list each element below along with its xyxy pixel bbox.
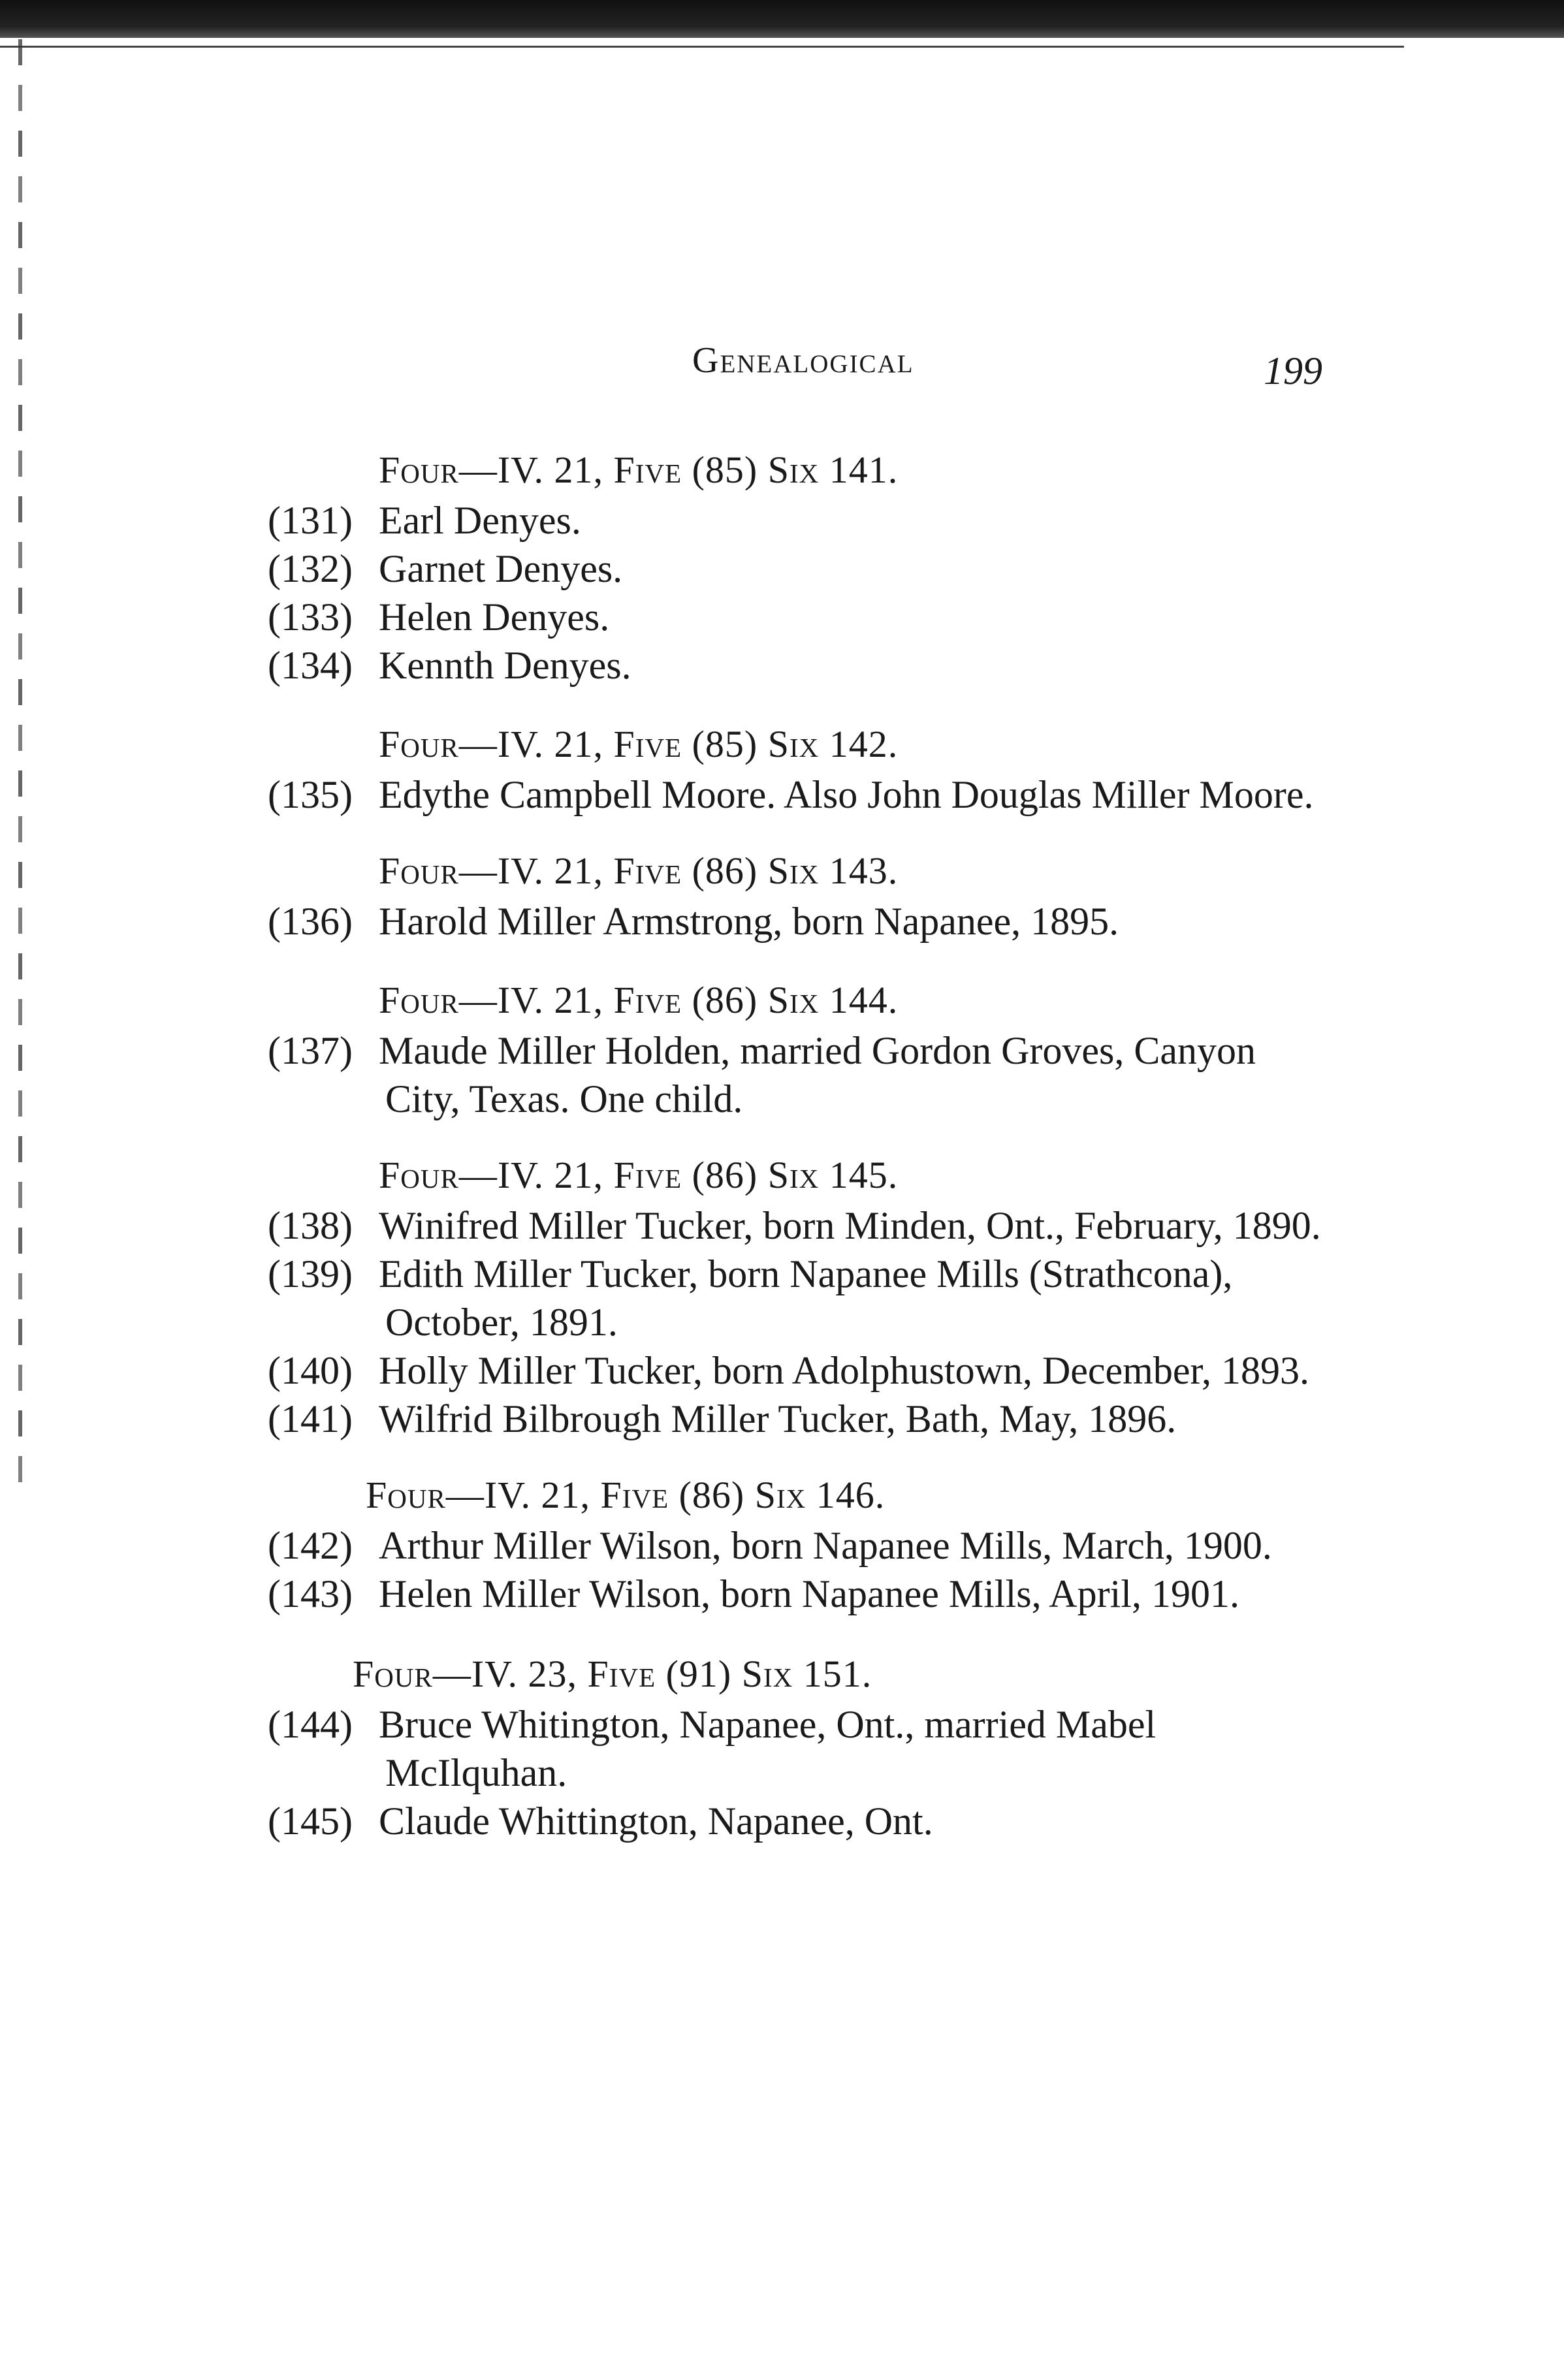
entry-text: Holly Miller Tucker, born Adolphustown, December, 1893.	[379, 1349, 1310, 1392]
entry-text: Harold Miller Armstrong, born Napanee, 1895.	[379, 900, 1119, 943]
generation-heading: Four—IV. 21, Five (86) Six 143.	[379, 849, 899, 892]
scan-border-top	[0, 0, 1564, 38]
entry-text: Edith Miller Tucker, born Napanee Mills (Strathcona), October, 1891.	[379, 1252, 1233, 1344]
entry-item	[268, 1700, 1332, 1797]
entry-text: Bruce Whitington, Napanee, Ont., married Mabel McIlquhan.	[379, 1703, 1157, 1794]
entry-number: (143)	[268, 1572, 353, 1615]
generation-section	[268, 974, 1332, 1123]
entry-number: (137)	[268, 1029, 353, 1072]
entry-item	[268, 593, 1332, 641]
genealogy-content	[268, 418, 1332, 1845]
entry-number: (141)	[268, 1397, 353, 1440]
generation-section	[268, 1469, 1332, 1618]
entry-text: Kennth Denyes.	[379, 644, 631, 687]
entry-item	[268, 897, 1332, 945]
entry-item	[268, 1570, 1332, 1618]
generation-heading: Four—IV. 21, Five (85) Six 141.	[379, 449, 899, 491]
entry-item	[268, 1346, 1332, 1395]
entry-item	[268, 1250, 1332, 1346]
entry-text: Garnet Denyes.	[379, 547, 623, 590]
entry-text: Maude Miller Holden, married Gordon Groves, Canyon City, Texas. One child.	[379, 1029, 1256, 1120]
generation-heading: Four—IV. 21, Five (86) Six 145.	[379, 1154, 899, 1196]
entry-text: Winifred Miller Tucker, born Minden, Ont., February, 1890.	[379, 1204, 1321, 1247]
entry-item	[268, 1521, 1332, 1570]
running-head: Genealogical	[692, 340, 914, 381]
generation-section	[268, 1648, 1332, 1845]
entry-text: Arthur Miller Wilson, born Napanee Mills, March, 1900.	[379, 1524, 1272, 1567]
entry-text: Edythe Campbell Moore. Also John Douglas Miller Moore.	[379, 773, 1314, 816]
entry-number: (138)	[268, 1204, 353, 1247]
entry-item	[268, 770, 1332, 819]
entry-text: Helen Miller Wilson, born Napanee Mills, April, 1901.	[379, 1572, 1239, 1615]
entry-number: (135)	[268, 773, 353, 816]
entry-number: (142)	[268, 1524, 353, 1567]
generation-heading: Four—IV. 21, Five (86) Six 144.	[379, 979, 899, 1021]
generation-section	[268, 444, 1332, 690]
entry-text: Wilfrid Bilbrough Miller Tucker, Bath, May, 1896.	[379, 1397, 1177, 1440]
entry-item	[268, 545, 1332, 593]
entry-text: Helen Denyes.	[379, 595, 610, 639]
entry-item	[268, 1201, 1332, 1250]
entry-item	[268, 1797, 1332, 1845]
entry-text: Earl Denyes.	[379, 499, 581, 542]
entry-item	[268, 641, 1332, 690]
entry-item	[268, 1026, 1332, 1123]
page-header	[0, 340, 1564, 398]
scan-rule	[0, 46, 1404, 48]
entry-item	[268, 496, 1332, 545]
entry-item	[268, 1395, 1332, 1443]
generation-section	[268, 845, 1332, 945]
entry-number: (145)	[268, 1800, 353, 1843]
entry-number: (132)	[268, 547, 353, 590]
generation-heading: Four—IV. 23, Five (91) Six 151.	[353, 1653, 872, 1695]
entry-number: (136)	[268, 900, 353, 943]
scan-left-edge	[18, 39, 22, 1502]
entry-number: (133)	[268, 595, 353, 639]
generation-section	[268, 718, 1332, 819]
generation-heading: Four—IV. 21, Five (86) Six 146.	[366, 1474, 886, 1516]
entry-number: (134)	[268, 644, 353, 687]
generation-heading: Four—IV. 21, Five (85) Six 142.	[379, 723, 899, 765]
entry-number: (144)	[268, 1703, 353, 1746]
entry-number: (131)	[268, 499, 353, 542]
generation-section	[268, 1149, 1332, 1443]
entry-number: (139)	[268, 1252, 353, 1295]
entry-number: (140)	[268, 1349, 353, 1392]
page-number: 199	[1264, 349, 1322, 392]
entry-text: Claude Whittington, Napanee, Ont.	[379, 1800, 933, 1843]
